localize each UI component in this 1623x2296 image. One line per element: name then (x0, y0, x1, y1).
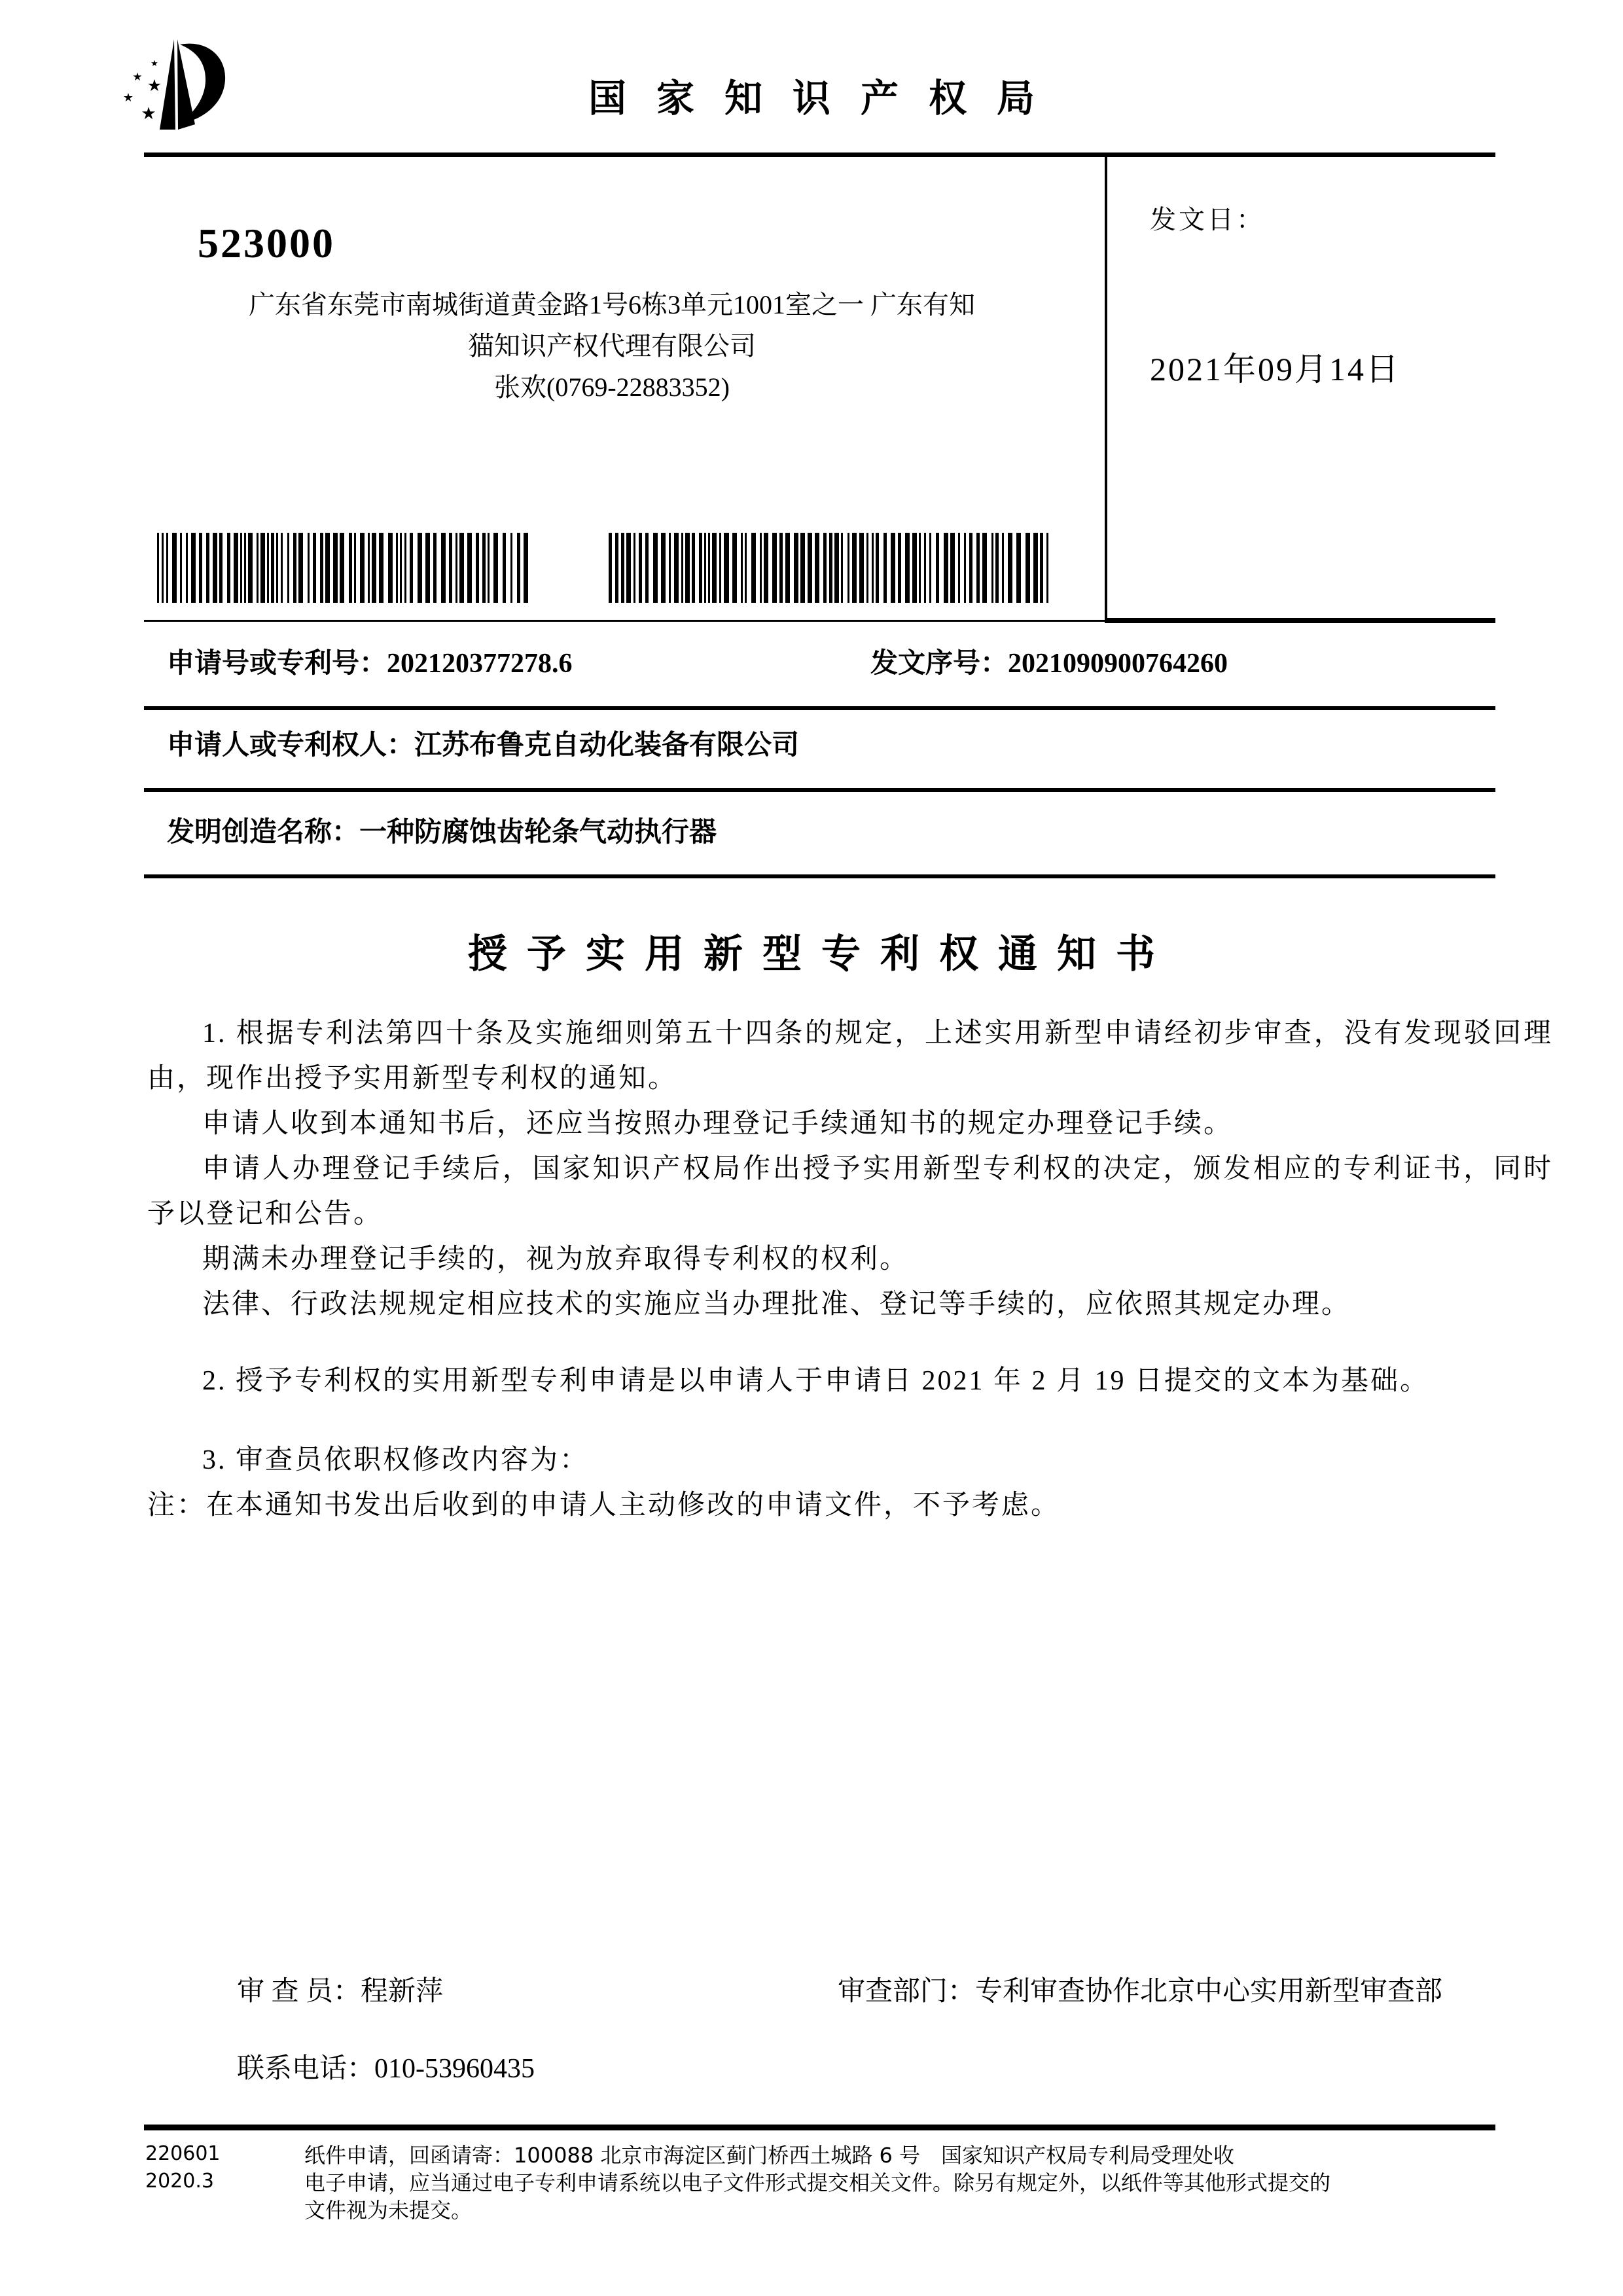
row-divider (144, 706, 1495, 710)
recipient-address-block (180, 284, 1044, 408)
applicant-field (167, 732, 799, 759)
date-box-vertical-divider (1105, 154, 1107, 623)
invention-name-value: 一种防腐蚀齿轮条气动执行器 (359, 817, 717, 848)
barcode-right-image (609, 533, 1055, 603)
notice-paragraph: 期满未办理登记手续的，视为放弃取得专利权的权利。 (202, 1244, 910, 1274)
notice-paragraph: 申请人办理登记手续后，国家知识产权局作出授予实用新型专利权的决定，颁发相应的专利证书，同时予以登记和公告。 (147, 1154, 1553, 1229)
serial-number-value: 2021090900764260 (1008, 649, 1228, 679)
notice-paragraph: 3. 审查员依职权修改内容为： (202, 1445, 590, 1475)
notice-paragraph: 申请人收到本通知书后，还应当按照办理登记手续通知书的规定办理登记手续。 (202, 1109, 1234, 1139)
department-label: 审查部门： (838, 1977, 976, 2007)
section-divider-thin (144, 620, 1105, 622)
contact-phone-value: 010-53960435 (374, 2054, 535, 2084)
svg-text:★: ★ (132, 71, 143, 84)
date-box-bottom-border (1105, 618, 1495, 623)
application-number-field (167, 650, 573, 677)
svg-text:★: ★ (122, 91, 134, 105)
recipient-address-line: 猫知识产权代理有限公司 (468, 331, 756, 361)
recipient-contact: 张欢(0769-22883352) (494, 372, 730, 402)
header-divider (144, 152, 1495, 157)
svg-text:★: ★ (141, 104, 156, 124)
serial-number-field (870, 650, 1228, 677)
footer-instructions (304, 2142, 1330, 2224)
invention-name-label: 发明创造名称： (167, 817, 360, 848)
dispatch-date-value: 2021年09月14日 (1150, 351, 1400, 387)
footer-instruction-line: 电子申请，应当通过电子专利申请系统以电子文件形式提交相关文件。除另有规定外，以纸件等其他形式提交的 (304, 2170, 1331, 2195)
notice-body (147, 1011, 1553, 1528)
recipient-address-line: 广东省东莞市南城街道黄金路1号6栋3单元1001室之一 广东有知 (249, 290, 975, 319)
examiner-field (237, 1978, 443, 2005)
application-number-value: 202120377278.6 (387, 649, 573, 679)
svg-text:★: ★ (147, 76, 162, 95)
footer-divider (144, 2125, 1495, 2130)
application-number-label: 申请号或专利号： (167, 649, 387, 679)
svg-text:★: ★ (151, 59, 158, 69)
examiner-label: 审 查 员： (237, 1977, 361, 2007)
agency-title: 国家知识产权局 (588, 76, 1065, 120)
form-version: 2020.3 (145, 2170, 214, 2193)
row-divider (144, 874, 1495, 878)
row-divider (144, 788, 1495, 792)
notice-paragraph: 法律、行政法规规定相应技术的实施应当办理批准、登记等手续的，应依照其规定办理。 (202, 1289, 1351, 1319)
notice-paragraph: 1. 根据专利法第四十条及实施细则第五十四条的规定，上述实用新型申请经初步审查，没有发现驳回理由，现作出授予实用新型专利权的通知。 (147, 1018, 1553, 1094)
form-code: 220601 (145, 2142, 221, 2165)
recipient-postcode: 523000 (198, 220, 335, 266)
notice-title: 授予实用新型专利权通知书 (468, 933, 1175, 976)
footer-instruction-line: 文件视为未提交。 (304, 2198, 473, 2223)
department-name: 专利审查协作北京中心实用新型审查部 (975, 1977, 1443, 2007)
notice-note-paragraph: 注：在本通知书发出后收到的申请人主动修改的申请文件，不予考虑。 (147, 1490, 1061, 1520)
footer-instruction-line: 纸件申请，回函请寄：100088 北京市海淀区蓟门桥西土城路 6 号 国家知识产权局专利局受理处收 (304, 2143, 1235, 2168)
applicant-value: 江苏布鲁克自动化装备有限公司 (414, 730, 800, 761)
serial-number-label: 发文序号： (870, 649, 1008, 679)
contact-phone-field (237, 2055, 535, 2083)
invention-name-field (167, 819, 717, 846)
barcode-left-image (157, 533, 535, 603)
dispatch-date-label: 发文日： (1150, 205, 1265, 234)
examiner-name: 程新萍 (361, 1977, 444, 2007)
applicant-label: 申请人或专利权人： (167, 730, 415, 761)
contact-phone-label: 联系电话： (237, 2054, 375, 2084)
department-field (838, 1978, 1442, 2005)
notice-paragraph: 2. 授予专利权的实用新型专利申请是以申请人于申请日 2021 年 2 月 19 日提交的文本为基础。 (202, 1366, 1430, 1396)
